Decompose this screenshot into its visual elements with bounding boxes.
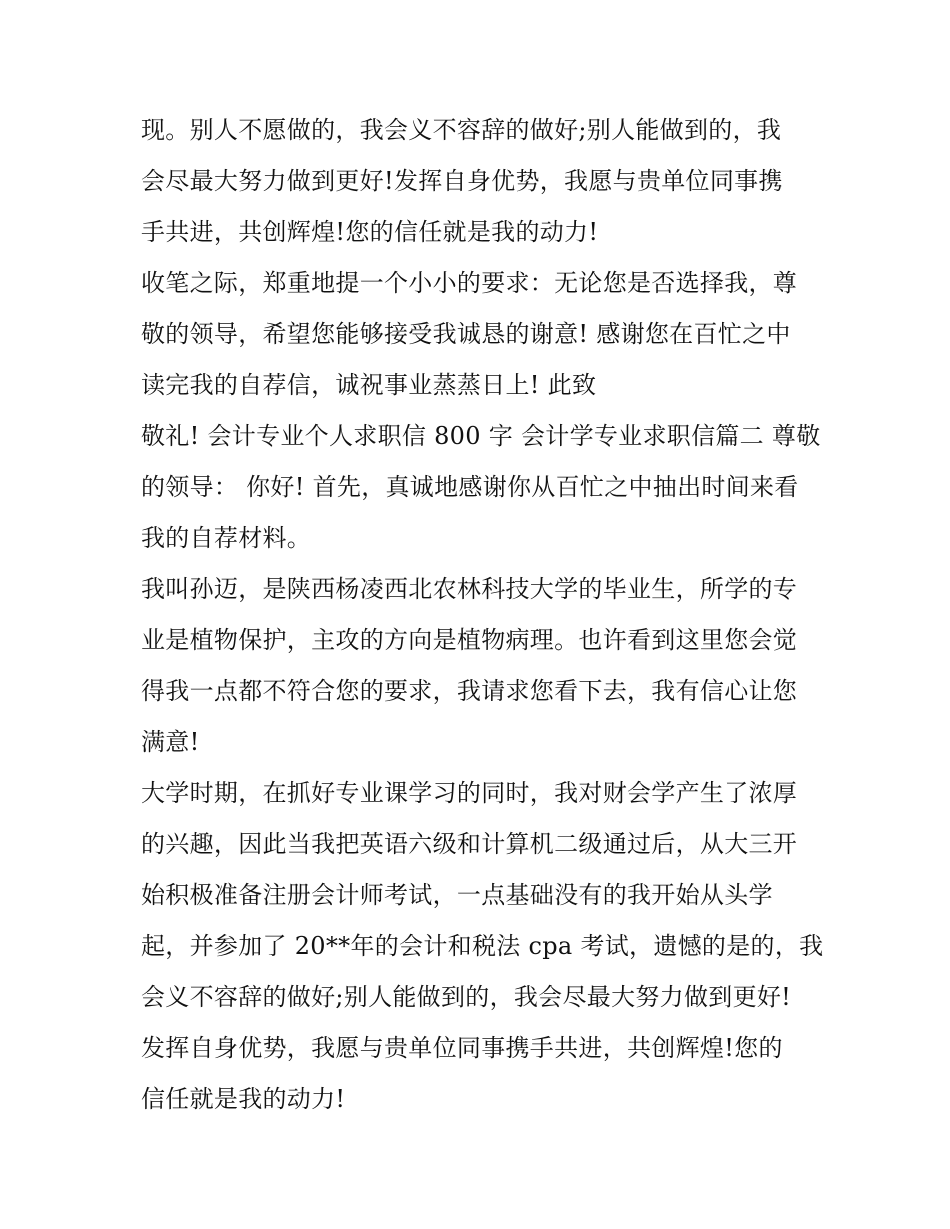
text-line: 读完我的自荐信，诚祝事业蒸蒸日上! 此致 [141,371,597,399]
text-line: 的兴趣，因此当我把英语六级和计算机二级通过后，从大三开 [141,830,798,858]
text-line: 敬的领导，希望您能够接受我诚恳的谢意! 感谢您在百忙之中 [141,320,791,348]
text-line: 发挥自身优势，我愿与贵单位同事携手共进，共创辉煌!您的 [141,1034,783,1062]
text-line: 收笔之际，郑重地提一个小小的要求：无论您是否选择我，尊 [141,269,798,297]
text-line: 敬礼! 会计专业个人求职信 800 字 会计学专业求职信篇二 尊敬 [141,422,821,450]
text-line: 满意! [141,728,200,756]
text-line: 我叫孙迈，是陕西杨凌西北农林科技大学的毕业生，所学的专 [141,575,798,603]
text-line: 会尽最大努力做到更好!发挥自身优势，我愿与贵单位同事携 [141,167,783,195]
text-line: 得我一点都不符合您的要求，我请求您看下去，我有信心让您 [141,677,798,705]
text-line: 业是植物保护，主攻的方向是植物病理。也许看到这里您会觉 [141,626,798,654]
text-line: 信任就是我的动力! [141,1085,346,1113]
text-line: 起，并参加了 20**年的会计和税法 cpa 考试，遗憾的是的，我 [141,932,824,960]
text-line: 大学时期，在抓好专业课学习的同时，我对财会学产生了浓厚 [141,779,798,807]
body-text [141,105,824,1125]
text-line: 现。别人不愿做的，我会义不容辞的做好;别人能做到的，我 [141,116,782,144]
text-line: 会义不容辞的做好;别人能做到的，我会尽最大努力做到更好! [141,983,792,1011]
text-line: 始积极准备注册会计师考试，一点基础没有的我开始从头学 [141,881,773,909]
text-line: 的领导： 你好! 首先，真诚地感谢你从百忙之中抽出时间来看 [141,473,799,501]
text-line: 我的自荐材料。 [141,524,312,552]
text-line: 手共进，共创辉煌!您的信任就是我的动力! [141,218,599,246]
